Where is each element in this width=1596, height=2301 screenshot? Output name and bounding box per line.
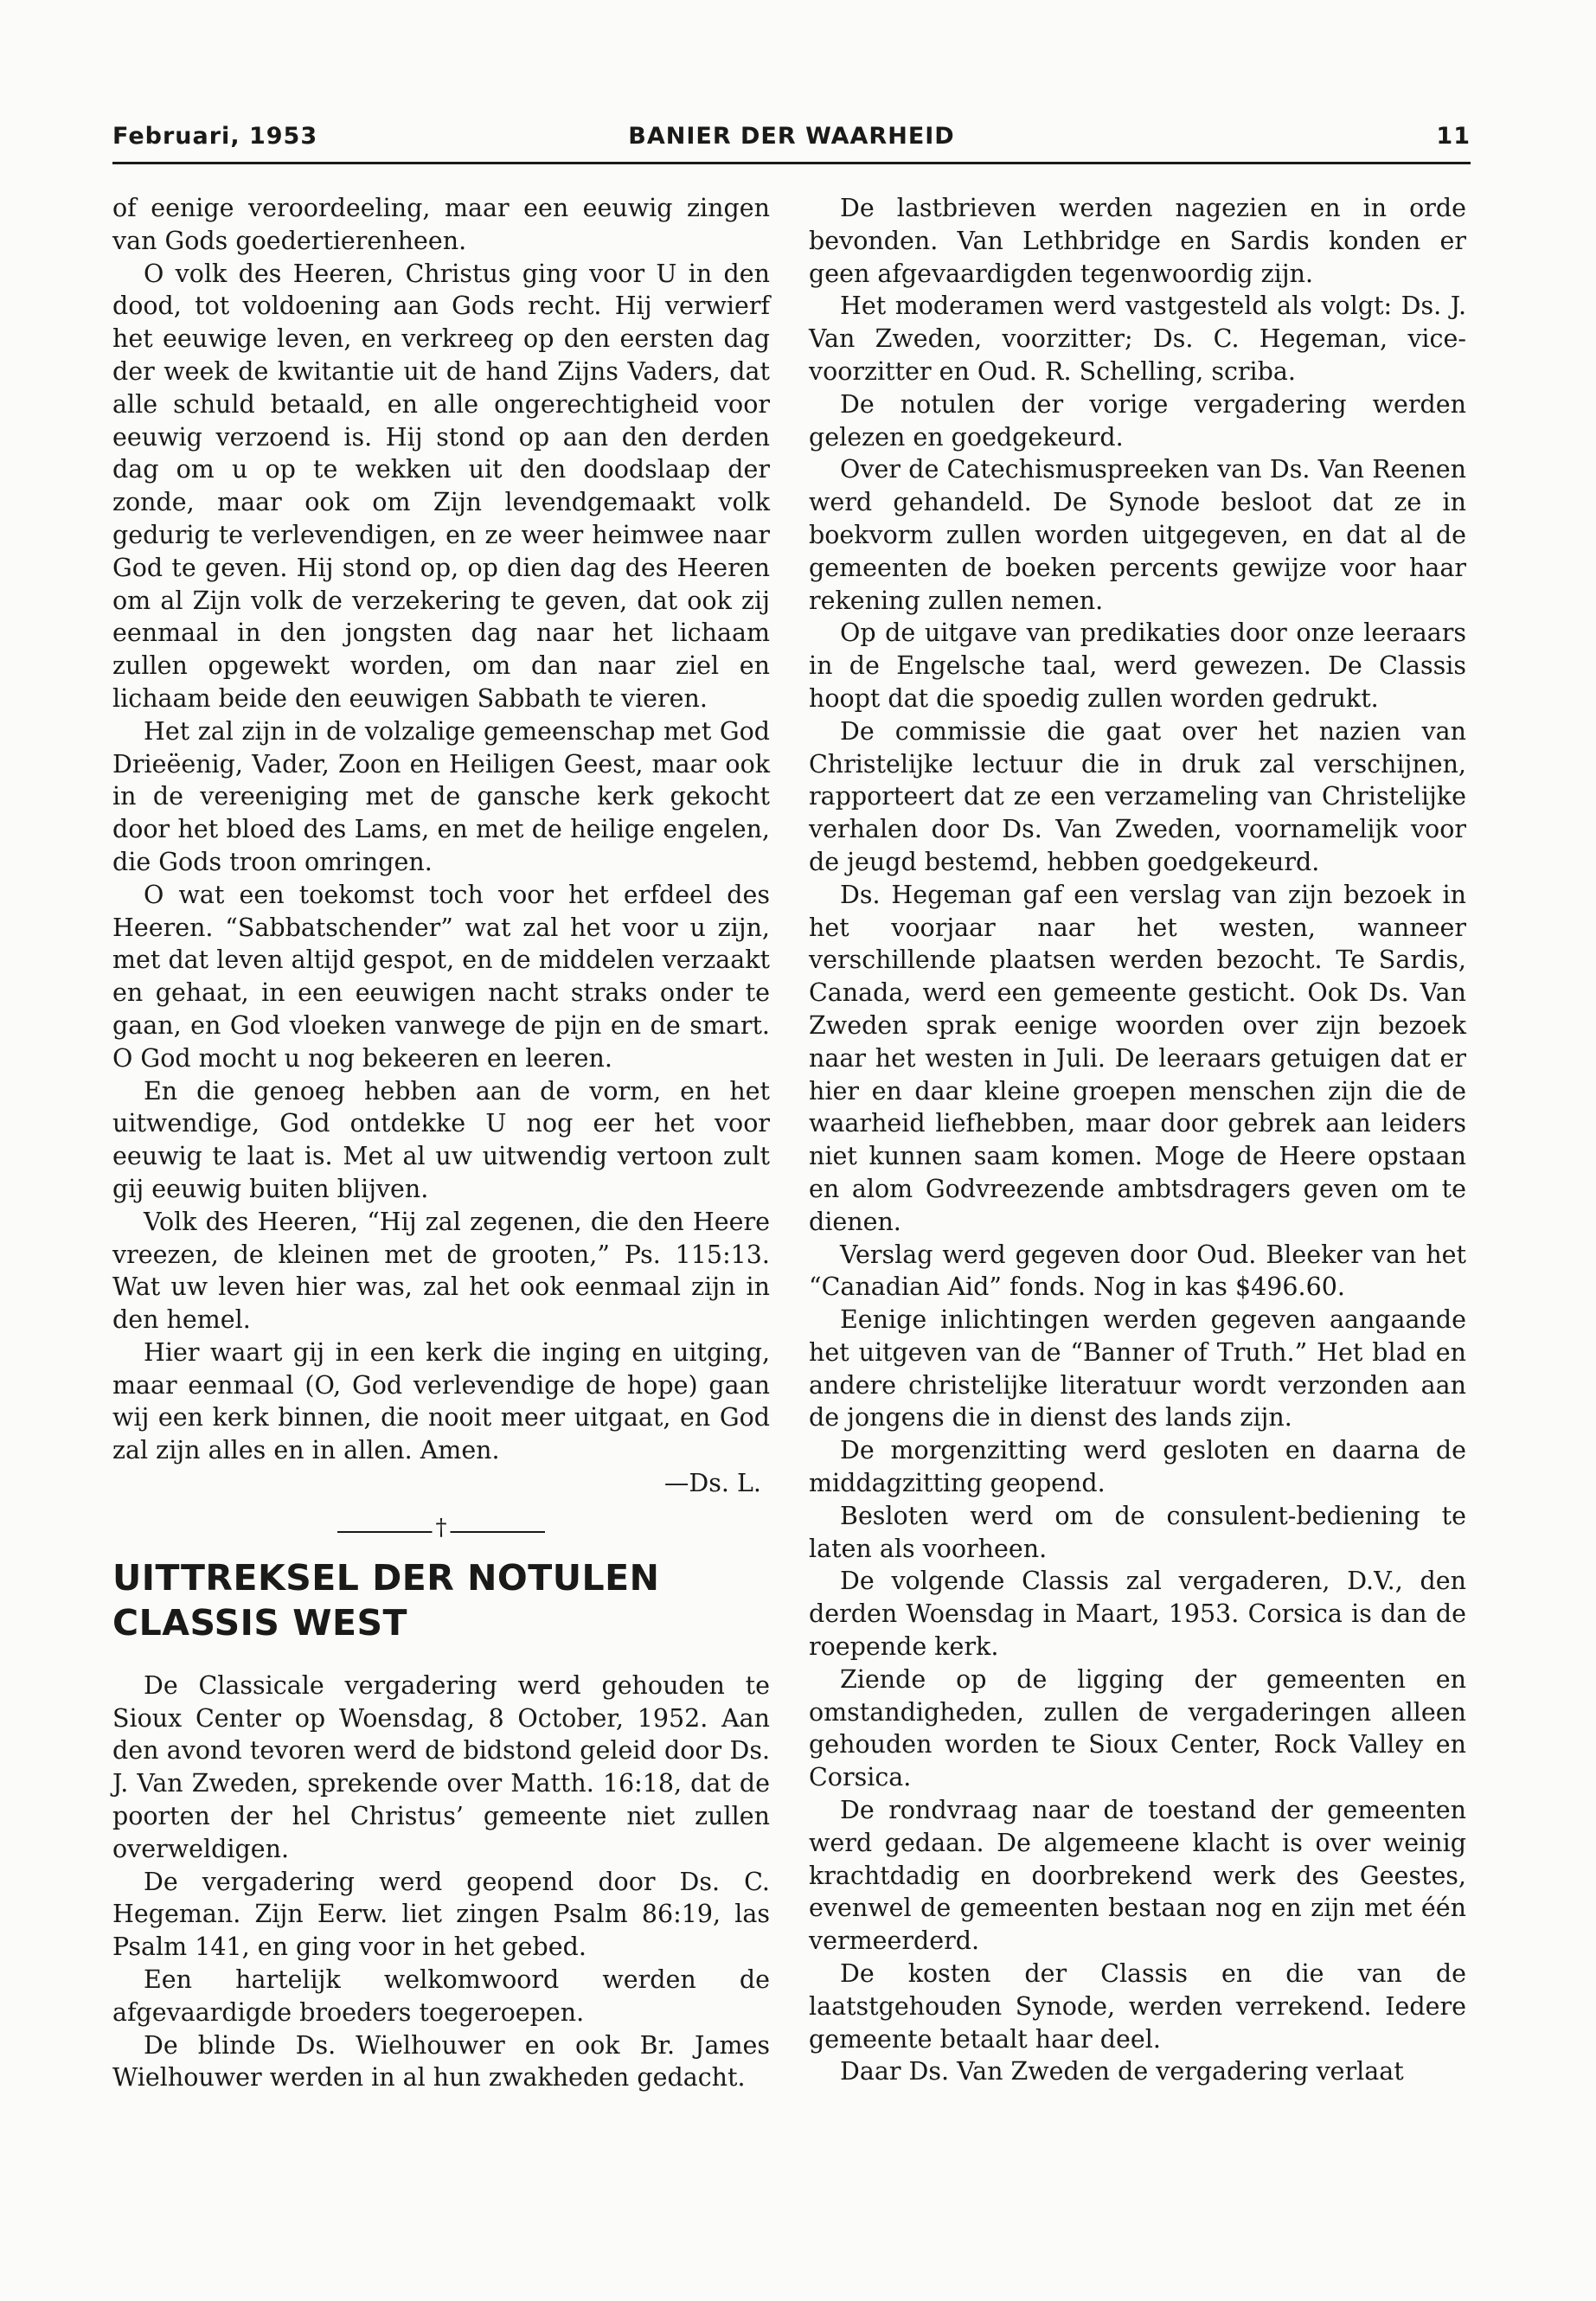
paragraph: Eenige inlichtingen werden gegeven aangaande het uitgeven van de “Banner of Truth.” Het blad en andere christelijke literatuur wordt verzonden aan de jongens die in dienst des lands zijn. — [809, 1305, 1466, 1433]
paragraph: Op de uitgave van predikaties door onze leeraars in de Engelsche taal, werd gewezen. De Classis hoopt dat die spoedig zullen worden gedrukt. — [809, 619, 1466, 713]
header-rule — [112, 162, 1471, 164]
paragraph: De blinde Ds. Wielhouwer en ook Br. James Wielhouwer werden in al hun zwakheden gedacht. — [112, 2030, 770, 2093]
paragraph: Daar Ds. Van Zweden de vergadering verlaat — [840, 2057, 1404, 2086]
paragraph: Ds. Hegeman gaf een verslag van zijn bezoek in het voorjaar naar het westen, wanneer verschillende plaatsen werden bezocht. Te Sardis, Canada, werd een gemeente gesticht. Ook Ds. Van Zweden sprak eenige woorden over zijn bezoek naar het westen in Juli. De leeraars getuigen dat er hier en daar kleine groepen menschen zijn die de waarheid liefhebben, maar door gebrek aan leiders niet kunnen saam komen. Moge de Heere opstaan en alom Godvreezende ambtsdragers geven om te dienen. — [809, 880, 1466, 1236]
page-number: 11 — [1436, 123, 1471, 150]
article-heading — [112, 1555, 770, 1645]
section-divider — [337, 1514, 545, 1554]
paragraph: Volk des Heeren, “Hij zal zegenen, die den Heere vreezen, de kleinen met de grooten,” Ps. 115:13. Wat uw leven hier was, zal het ook eenmaal zijn in den hemel. — [112, 1207, 770, 1335]
paragraph: De kosten der Classis en die van de laatstgehouden Synode, werden verrekend. Iedere gemeente betaalt haar deel. — [809, 1959, 1466, 2054]
paragraph: De lastbrieven werden nagezien en in orde bevonden. Van Lethbridge en Sardis konden er geen afgevaardigden tegenwoordig zijn. — [809, 194, 1466, 288]
paragraph: Het moderamen werd vastgesteld als volgt: Ds. J. Van Zweden, voorzitter; Ds. C. Hegeman, vice-voorzitter en Oud. R. Schelling, scriba. — [809, 292, 1466, 386]
running-header — [112, 123, 1471, 164]
heading-line: CLASSIS WEST — [112, 1601, 407, 1644]
issue-date: Februari, 1953 — [112, 123, 318, 150]
author-signature: —Ds. L. — [663, 1469, 761, 1498]
paragraph: Besloten werd om de consulent-bediening te laten als voorheen. — [809, 1501, 1466, 1563]
paragraph: Ziende op de ligging der gemeenten en omstandigheden, zullen de vergaderingen alleen gehouden worden te Sioux Center, Rock Valley en Corsica. — [809, 1664, 1466, 1792]
heading-line: UITTREKSEL DER NOTULEN — [112, 1556, 660, 1599]
paragraph: De commissie die gaat over het nazien van Christelijke lectuur die in druk zal verschijnen, rapporteert dat ze een verzameling van Christelijke verhalen door Ds. Van Zweden, voornamelijk voor de jeugd bestemd, hebben goedgekeurd. — [809, 716, 1466, 876]
paragraph: De notulen der vorige vergadering werden gelezen en goedgekeurd. — [809, 389, 1466, 452]
paragraph: En die genoeg hebben aan de vorm, en het uitwendige, God ontdekke U nog eer het voor eeuwig te laat is. Met al uw uitwendig vertoon zult gij eeuwig buiten blijven. — [112, 1076, 770, 1203]
paragraph: Over de Catechismuspreeken van Ds. Van Reenen werd gehandeld. De Synode besloot dat ze in boekvorm zullen worden uitgegeven, en dat al de gemeenten de boeken percents gewijze voor haar rekening zullen nemen. — [809, 455, 1466, 615]
paragraph: O volk des Heeren, Christus ging voor U in den dood, tot voldoening aan Gods recht. Hij verwierf het eeuwige leven, en verkreeg op den eersten dag der week de kwitantie uit de hand Zijns Vaders, dat alle schuld betaald, en alle ongerechtigheid voor eeuwig verzoend is. Hij stond op aan den derden dag om u op te wekken uit den doodslaap der zonde, maar ook om Zijn levendgemaakt volk gedurig te verlevendigen, en ze weer heimwee naar God te geven. Hij stond op, op dien dag des Heeren om al Zijn volk de verzekering te geven, dat ook zij eenmaal in den jongsten dag naar het lichaam zullen opgewekt worden, om dan naar ziel en lichaam beide den eeuwigen Sabbath te vieren. — [112, 259, 770, 713]
paragraph: Een hartelijk welkomwoord werden de afgevaardigde broeders toegeroepen. — [112, 1965, 770, 2027]
paragraph: De Classicale vergadering werd gehouden te Sioux Center op Woensdag, 8 October, 1952. Aan den avond tevoren werd de bidstond geleid door Ds. J. Van Zweden, sprekende over Matth. 16:18, dat de poorten der hel Christus’ gemeente niet zullen overweldigen. — [112, 1670, 770, 1863]
paragraph: De rondvraag naar de toestand der gemeenten werd gedaan. De algemeene klacht is over weinig krachtdadig en doorbrekend werk des Geestes, evenwel de gemeenten bestaan nog en zijn met één vermeerderd. — [809, 1796, 1466, 1956]
dagger-ornament: † — [433, 1516, 451, 1539]
paragraph: of eenige veroordeeling, maar een eeuwig zingen van Gods goedertierenheen. — [112, 194, 770, 255]
paragraph: Hier waart gij in een kerk die inging en uitging, maar eenmaal (O, God verlevendige de hope) gaan wij een kerk binnen, die nooit meer uitgaat, en God zal zijn alles en in allen. Amen. — [112, 1337, 770, 1465]
paragraph: Het zal zijn in de volzalige gemeenschap met God Drieëenig, Vader, Zoon en Heiligen Geest, maar ook in de vereeniging met de gansche kerk gekocht door het bloed des Lams, en met de heilige engelen, die Gods troon omringen. — [112, 716, 770, 876]
paragraph: De vergadering werd geopend door Ds. C. Hegeman. Zijn Eerw. liet zingen Psalm 86:19, las Psalm 141, en ging voor in het gebed. — [112, 1867, 770, 1962]
paragraph: O wat een toekomst toch voor het erfdeel des Heeren. “Sabbatschender” wat zal het voor u zijn, met dat leven altijd gespot, en de middelen verzaakt en gehaat, in een eeuwigen nacht straks onder te gaan, en God vloeken vanwege de pijn en de smart. O God mocht u nog bekeeren en leeren. — [112, 880, 770, 1073]
right-column — [809, 192, 1466, 2088]
paragraph: De volgende Classis zal vergaderen, D.V., den derden Woensdag in Maart, 1953. Corsica is dan de roepende kerk. — [809, 1567, 1466, 1662]
journal-title: BANIER DER WAARHEID — [628, 123, 955, 150]
left-column — [112, 192, 770, 2094]
paragraph: Verslag werd gegeven door Oud. Bleeker van het “Canadian Aid” fonds. Nog in kas $496.60. — [809, 1240, 1466, 1302]
paragraph: De morgenzitting werd gesloten en daarna de middagzitting geopend. — [809, 1436, 1466, 1498]
